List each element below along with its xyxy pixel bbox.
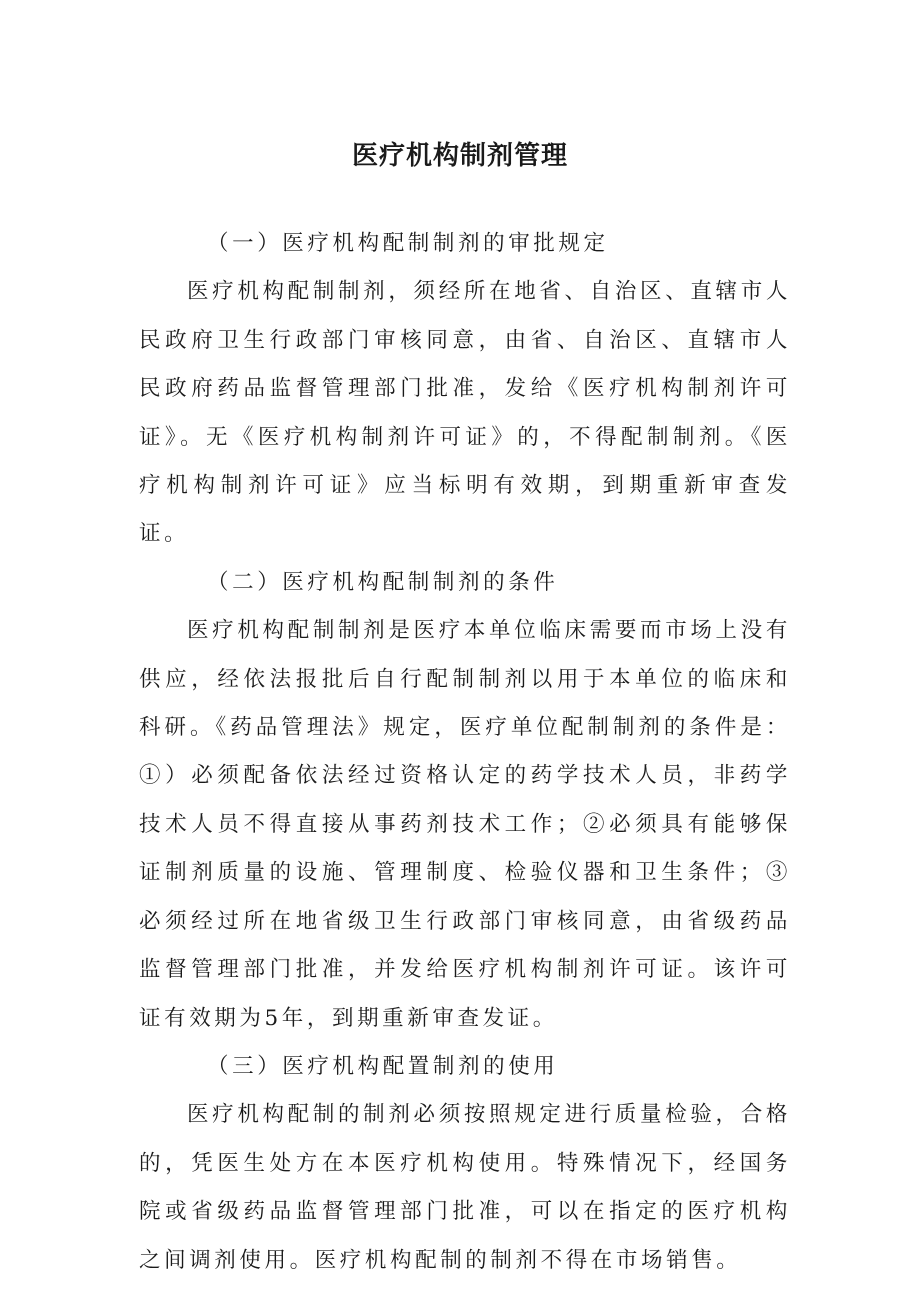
section-heading-2: （二）医疗机构配制制剂的条件 [207,569,559,595]
section-heading-3: （三）医疗机构配置制剂的使用 [207,1053,559,1079]
section-paragraph-3: 医疗机构配制的制剂必须按照规定进行质量检验，合格的，凭医生处方在本医疗机构使用。特殊情况下，经国务院或省级药品监督管理部门批准，可以在指定的医疗机构之间调剂使用。医疗机构配制的制剂不得在市场销售。 [139,1102,791,1273]
document-body [139,220,791,1285]
document-title: 医疗机构制剂管理 [351,141,568,172]
section-paragraph-1: 医疗机构配制制剂，须经所在地省、自治区、直辖市人民政府卫生行政部门审核同意，由省、自治区、直辖市人民政府药品监督管理部门批准，发给《医疗机构制剂许可证》。无《医疗机构制剂许可证》的，不得配制制剂。《医疗机构制剂许可证》应当标明有效期，到期重新审查发证。 [139,279,791,547]
section-heading-1: （一）医疗机构配制制剂的审批规定 [207,231,609,256]
section-paragraph-2: 医疗机构配制制剂是医疗本单位临床需要而市场上没有供应，经依法报批后自行配制制剂以用于本单位的临床和科研。《药品管理法》规定，医疗单位配制制剂的条件是：①）必须配备依法经过资格认定的药学技术人员，非药学技术人员不得直接从事药剂技术工作；②必须具有能够保证制剂质量的设施、管理制度、检验仪器和卫生条件；③必须经过所在地省级卫生行政部门审核同意，由省级药品监督管理部门批准，并发给医疗机构制剂许可证。该许可证有效期为5年，到期重新审查发证。 [139,618,791,1031]
